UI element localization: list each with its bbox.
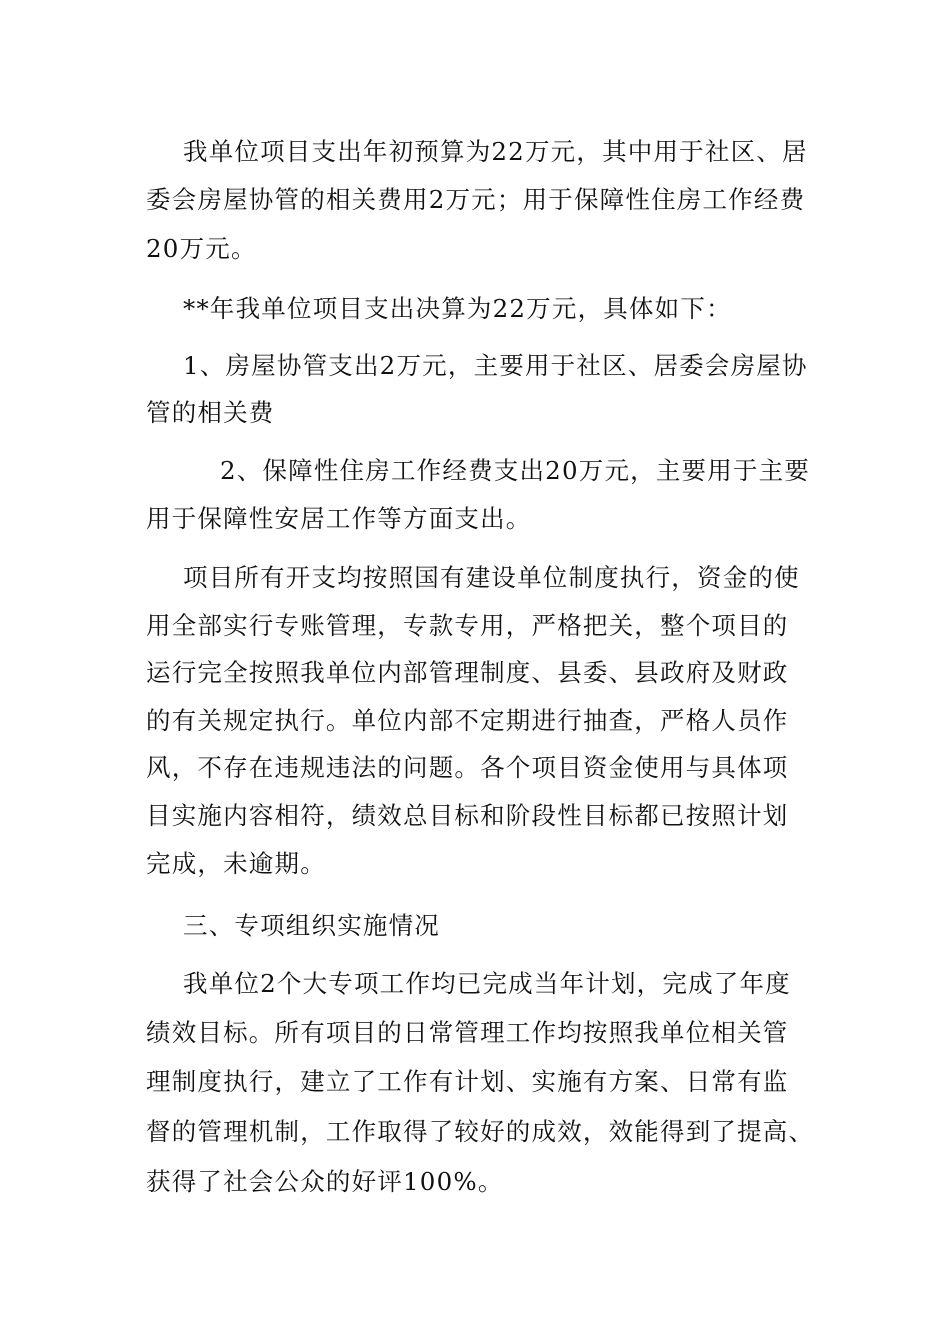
text-line: 风，不存在违规违法的问题。各个项目资金使用与具体项: [146, 753, 789, 782]
text-line: 1、房屋协管支出2万元，主要用于社区、居委会房屋协: [183, 351, 808, 380]
text-line: 的有关规定执行。单位内部不定期进行抽查，严格人员作: [146, 706, 789, 735]
text-line: 我单位项目支出年初预算为22万元，其中用于社区、居: [183, 137, 808, 166]
text-line: 绩效目标。所有项目的日常管理工作均按照我单位相关管: [146, 1018, 789, 1047]
text-line: 理制度执行，建立了工作有计划、实施有方案、日常有监: [146, 1067, 789, 1096]
text-line: 获得了社会公众的好评100%。: [146, 1167, 504, 1196]
text-line: 2、保障性住房工作经费支出20万元，主要用于主要: [220, 456, 811, 485]
text-line: **年我单位项目支出决算为22万元，具体如下：: [183, 294, 732, 323]
text-line: 目实施内容相符，绩效总目标和阶段性目标都已按照计划: [146, 801, 789, 830]
text-line: 20万元。: [146, 234, 257, 263]
text-line: 管的相关费: [146, 398, 275, 427]
text-line: 督的管理机制，工作取得了较好的成效，效能得到了提高、: [146, 1117, 815, 1146]
section-heading: 三、专项组织实施情况: [183, 911, 440, 940]
text-line: 运行完全按照我单位内部管理制度、县委、县政府及财政: [146, 658, 789, 687]
text-line: 完成，未逾期。: [146, 849, 326, 878]
text-line: 委会房屋协管的相关费用2万元；用于保障性住房工作经费: [146, 185, 806, 214]
text-line: 用于保障性安居工作等方面支出。: [146, 504, 532, 533]
text-line: 用全部实行专账管理，专款专用，严格把关，整个项目的: [146, 611, 789, 640]
text-line: 我单位2个大专项工作均已完成当年计划，完成了年度: [183, 969, 791, 998]
text-line: 项目所有开支均按照国有建设单位制度执行，资金的使: [183, 563, 800, 592]
